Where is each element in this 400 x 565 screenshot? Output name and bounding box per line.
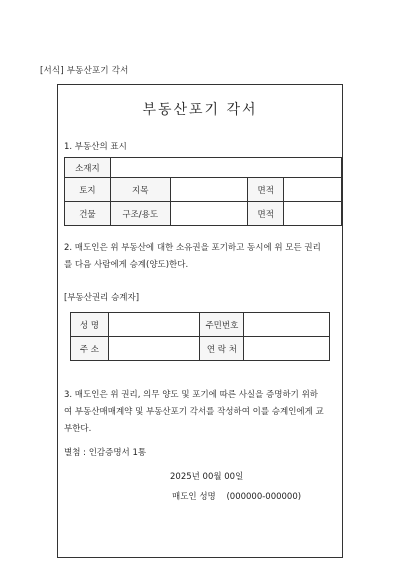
successor-heading: [부동산권리 승계자] bbox=[64, 293, 140, 303]
building-area-value bbox=[284, 202, 342, 226]
section1-heading: 1. 부동산의 표시 bbox=[64, 142, 127, 152]
section2-line2: 를 다음 사람에게 승계(양도)한다. bbox=[64, 260, 189, 270]
successor-contact-label: 연 락 처 bbox=[200, 337, 244, 361]
section3-paragraph bbox=[64, 387, 324, 438]
building-structure-label: 구조/용도 bbox=[110, 202, 170, 226]
form-label: [서식] 부동산포기 각서 bbox=[40, 66, 129, 76]
successor-name-label: 성 명 bbox=[71, 313, 109, 337]
section3-line2: 여 부동산매매계약 및 부동산포기 각서를 작성하여 이를 승계인에게 교 bbox=[64, 407, 324, 417]
successor-address-value bbox=[108, 337, 200, 361]
section2-paragraph bbox=[64, 240, 321, 274]
signature-id: (000000-000000) bbox=[226, 492, 302, 502]
building-area-label: 면적 bbox=[248, 202, 284, 226]
building-structure-value bbox=[170, 202, 248, 226]
section3-line3: 부한다. bbox=[64, 424, 92, 434]
land-category-value bbox=[170, 178, 248, 202]
address-label: 소재지 bbox=[65, 158, 111, 178]
signature-role: 매도인 성명 bbox=[172, 492, 216, 502]
successor-name-value bbox=[108, 313, 200, 337]
successor-id-value bbox=[244, 313, 330, 337]
land-label: 토지 bbox=[65, 178, 111, 202]
successor-contact-value bbox=[244, 337, 330, 361]
signature-line bbox=[172, 490, 309, 502]
property-table bbox=[64, 157, 342, 226]
section2-line1: 2. 매도인은 위 부동산에 대한 소유권을 포기하고 동시에 위 모든 권리 bbox=[64, 243, 321, 253]
successor-id-label: 주민번호 bbox=[200, 313, 244, 337]
land-category-label: 지목 bbox=[110, 178, 170, 202]
successor-table bbox=[70, 312, 330, 361]
section3-line1: 3. 매도인은 위 권리, 의무 양도 및 포기에 따른 사실을 증명하기 위하 bbox=[64, 390, 319, 400]
document-title: 부동산포기 각서 bbox=[142, 102, 258, 118]
address-value bbox=[110, 158, 341, 178]
successor-address-label: 주 소 bbox=[71, 337, 109, 361]
attachment-note: 별첨 : 인감증명서 1통 bbox=[64, 448, 147, 458]
land-area-value bbox=[284, 178, 342, 202]
document-date: 2025년 00월 00일 bbox=[170, 472, 244, 482]
land-area-label: 면적 bbox=[248, 178, 284, 202]
building-label: 건물 bbox=[65, 202, 111, 226]
